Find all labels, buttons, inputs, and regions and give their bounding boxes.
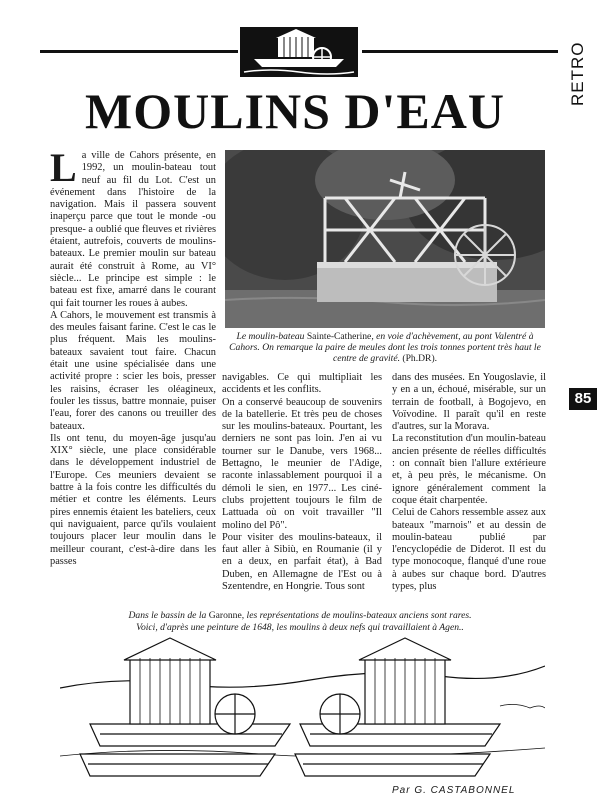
section-label xyxy=(566,40,588,106)
left-mill-boat xyxy=(80,638,290,776)
drawing-caption-line-2: Voici, d'après une peinture de 1648, les moulins à deux nefs qui travaillaient à Agen.. xyxy=(136,621,464,633)
mill-boat-icon xyxy=(240,27,358,77)
header-rule-left xyxy=(40,50,238,53)
article-column-2 xyxy=(222,372,382,593)
drawing-caption-line-1: Dans le bassin de la Garonne, les représentations de moulins-bateaux anciens sont rares. xyxy=(128,610,472,621)
paragraph: A Cahors, le mouvement est transmis à des meules faisant farine. C'est le cas le plus fréquent. Mais les moulins-bateaux savaient tout faire. Chacun était une usine spécialisée dans une activité propre : scier les bois, presser les raisins, écraser les oléagineux, fouler les tissus, battre monnaie, puiser l'eau, forer des canons ou treuiller des bateaux. xyxy=(50,309,216,432)
right-mill-boat xyxy=(295,638,500,776)
photo-caption: Le moulin-bateau Sainte-Catherine, en voie d'achèvement, au pont Valentré à Cahors. On remarque la paire de meules dont les trois tonnes portent très haut le centre de gravité. (Ph.DR). xyxy=(229,331,541,365)
article-column-1 xyxy=(50,145,216,568)
dropcap: L xyxy=(50,145,77,190)
paragraph: Celui de Cahors ressemble assez aux bateaux "marnois" et au dessin de moulin-bateau publié par l'encyclopédie de Diderot. Il est du type monocoque, flanqué d'une roue à aubes sur chaque bord. D'autres types, plus xyxy=(392,507,546,593)
paragraph: dans des musées. En Yougoslavie, il y en a un, échoué, misérable, sur un terrain de football, à Bogojevo, en Voïvodine. Il paraît qu'il en reste d'autres, sur la Morava. xyxy=(392,372,546,433)
paragraph: On a conservé beaucoup de souvenirs de la batellerie. Et très peu de choses sur les moulins-bateaux. Pourtant, les derniers ne sont pas loin. J'en ai vu tourner sur le Danube, vers 1968... Bettagno, le meunier de l'Adige, raconte inlassablement pourquoi il a démoli le sien, en 1977... Les ciné-clubs projettent toujours le film de Lattuada où on voit travailler "Il molino del Pô". xyxy=(222,396,382,531)
paragraph: La ville de Cahors présente, en 1992, un moulin-bateau tout neuf au fil du Lot. C'est un événement dans l'histoire de la navigation. Mais il passera souvent inaperçu parce que tout le monde -ou presque- a oublié que fleuves et rivières étaient, autrefois, couverts de moulins-bateaux. Le premier moulin sur bateau aurait été construit à Rome, au VI° siècle... Le principe est simple : le bateau est fixe, amarré dans le courant qui fait tourner les roues à aubes. xyxy=(50,145,216,309)
paragraph: navigables. Ce qui multipliait les accidents et les conflits. xyxy=(222,372,382,396)
header-rule-right xyxy=(362,50,558,53)
boat-emblem xyxy=(240,27,358,77)
section-label-text: RETRO xyxy=(568,41,587,106)
paragraph: Pour visiter des moulins-bateaux, il faut aller à Sibiù, en Roumanie (il y en a deux, en parfait état), à Bad Duben, en Allemagne de l'Est ou à Szentendre, en Hongrie. Tous sont xyxy=(222,531,382,593)
paragraph: La reconstitution d'un moulin-bateau ancien présente de réelles difficultés : on connaît bien l'allure extérieure et, à peu près, le mécanisme. On ignore généralement comment la coque était charpentée. xyxy=(392,433,546,506)
drawing-signature: Par G. CASTABONNEL xyxy=(392,785,516,796)
page-number: 85 xyxy=(569,388,597,410)
mill-boat-photo xyxy=(225,150,545,328)
page-title: MOULINS D'EAU xyxy=(85,83,505,139)
paragraph: Ils ont tenu, du moyen-âge jusqu'au XIX° siècle, une place considérable dans le développement industriel de l'Europe. Ces meuniers devaient se battre à la fois contre les difficultés du métier et contre les éléments. Leurs pires ennemis étaient les bateliers, ceux qui naviguaient, parce qu'ils voulaient toujours placer leur moulin dans le meilleur courant, c'est-à-dire dans les passes xyxy=(50,432,216,567)
drawing-caption xyxy=(60,610,540,633)
mill-boats-drawing xyxy=(60,636,545,786)
article-column-3 xyxy=(392,372,546,593)
